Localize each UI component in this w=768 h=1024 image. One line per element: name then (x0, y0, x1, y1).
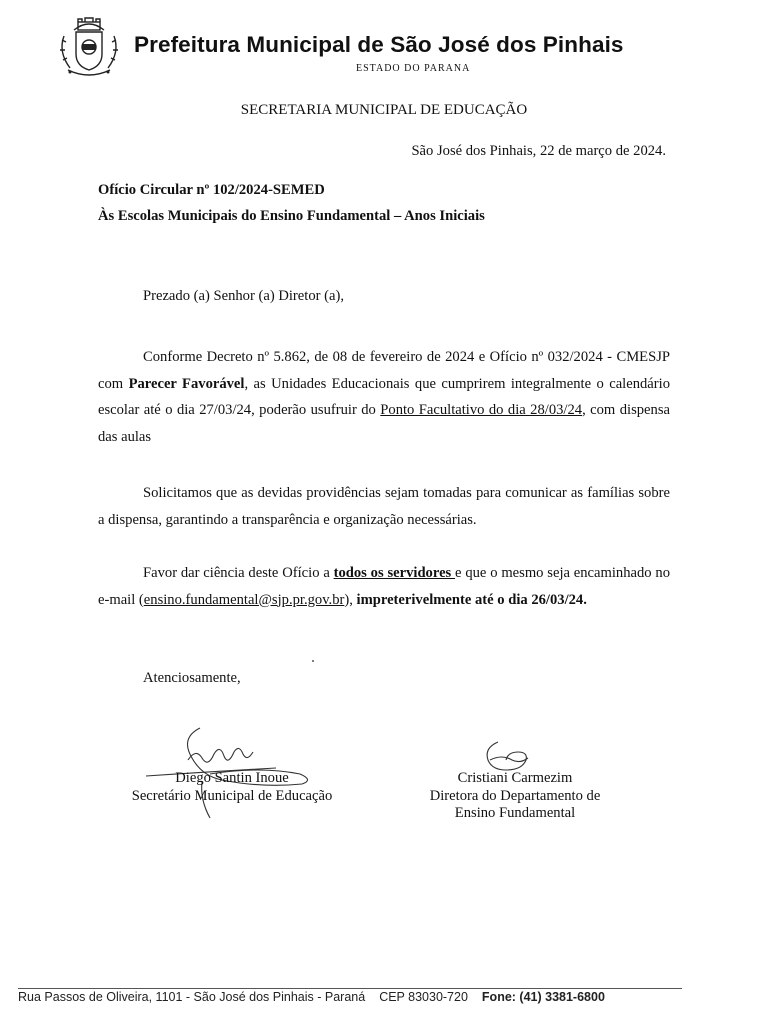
header-title: Prefeitura Municipal de São José dos Pinhais (134, 32, 624, 57)
closing: Atenciosamente, (143, 670, 241, 686)
signer-role: Diretora do Departamento de (429, 787, 601, 804)
paragraph-text: Favor dar ciência deste Ofício a (143, 565, 334, 581)
paragraph-text: , as Unidades Educacionais que cumprirem integralmente o calendário escolar até o dia 27/03/24, poderão usufruir do (98, 375, 670, 418)
underlined-text: Ponto Facultativo do dia 28/03/24 (380, 402, 583, 418)
scan-speck (312, 660, 314, 662)
footer-address: Rua Passos de Oliveira, 1101 - São José dos Pinhais - Paraná (18, 990, 366, 1004)
body-paragraph-1 (98, 344, 670, 450)
header-subtitle: ESTADO DO PARANA (356, 63, 471, 74)
salutation: Prezado (a) Senhor (a) Diretor (a), (143, 288, 344, 304)
footer-divider (18, 988, 682, 989)
municipal-crest-icon (54, 16, 124, 80)
date-line: São José dos Pinhais, 22 de março de 2024. (411, 143, 666, 159)
deadline-text: impreterivelmente até o dia 26/03/24. (356, 591, 587, 608)
signer-name: Cristiani Carmezim (457, 770, 573, 786)
signer-role: Secretário Municipal de Educação (131, 787, 333, 804)
paragraph-text: ), (344, 591, 357, 608)
paragraph-text: e que o mesmo seja encaminhado no e-mail ( (98, 565, 670, 608)
document-number: Ofício Circular nº 102/2024-SEMED (98, 182, 325, 198)
footer-phone: Fone: (41) 3381-6800 (481, 990, 605, 1004)
signer-role: Ensino Fundamental (454, 805, 576, 821)
signature-block-2 (400, 770, 630, 823)
body-paragraph-3 (98, 560, 670, 613)
paragraph-text: , com dispensa das aulas (98, 402, 670, 445)
emphasis-text: todos os servidores (333, 565, 456, 581)
paragraph-text: Conforme Decreto nº 5.862, de 08 de fevereiro de 2024 e Ofício nº 032/2024 - CMESJP com (98, 349, 670, 392)
emphasis-text: Parecer Favorável (128, 375, 245, 392)
paragraph-text: Solicitamos que as devidas providências sejam tomadas para comunicar as famílias sobre a dispensa, garantindo a transparência e organização necessárias. (98, 485, 670, 528)
signer-name: Diego Santin Inoue (175, 770, 289, 786)
document-recipients: Às Escolas Municipais do Ensino Fundamental – Anos Iniciais (98, 208, 485, 224)
footer (18, 990, 718, 1004)
body-paragraph-2 (98, 480, 670, 533)
footer-cep: CEP 83030-720 (379, 990, 468, 1004)
email-link[interactable]: ensino.fundamental@sjp.pr.gov.br (143, 591, 345, 608)
signature-block-1 (112, 770, 352, 805)
department-heading: SECRETARIA MUNICIPAL DE EDUCAÇÃO (240, 102, 528, 118)
